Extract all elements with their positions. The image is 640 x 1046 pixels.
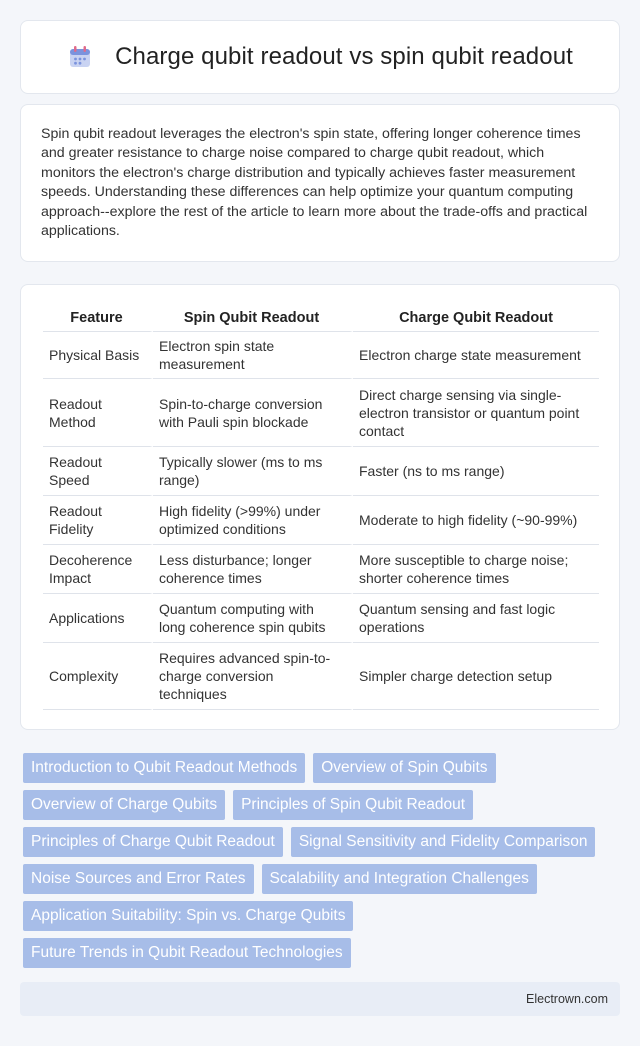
table-row [43, 332, 599, 379]
table-cell: Quantum computing with long coherence spin qubits [153, 594, 353, 643]
table-cell: Typically slower (ms to ms range) [153, 447, 353, 496]
header-feature: Feature [43, 305, 153, 332]
footer-brand[interactable]: Electrown.com [526, 992, 608, 1006]
table-cell: Electron charge state measurement [353, 332, 599, 379]
header-charge: Charge Qubit Readout [353, 305, 599, 332]
tag-row [23, 901, 623, 931]
tag-row [23, 790, 623, 820]
tag-link[interactable]: Overview of Charge Qubits [23, 790, 225, 820]
tag-row [23, 827, 623, 857]
comparison-table-card [20, 284, 620, 730]
footer [20, 982, 620, 1016]
intro-paragraph: Spin qubit readout leverages the electron's spin state, offering longer coherence times and greater resistance to charge noise compared to charge qubit readout, which monitors the electron's charge distribution and typically achieves faster measurement speeds. Understanding these differences can help optimize your quantum computing approach--explore the rest of the article to learn more about the trade-offs and practical applications. [41, 126, 588, 240]
tag-link[interactable]: Application Suitability: Spin vs. Charge Qubits [23, 901, 353, 931]
tag-row [23, 864, 623, 894]
table-cell: Less disturbance; longer coherence times [153, 545, 353, 594]
table-cell: Electron spin state measurement [153, 332, 353, 379]
comparison-table [43, 305, 599, 710]
table-cell: Readout Method [43, 379, 153, 447]
tag-link[interactable]: Scalability and Integration Challenges [262, 864, 537, 894]
table-row [43, 643, 599, 710]
tag-row [23, 753, 623, 783]
page-title: Charge qubit readout vs spin qubit readout [115, 43, 573, 70]
table-cell: Physical Basis [43, 332, 153, 379]
table-row [43, 496, 599, 545]
table-header-row [43, 305, 599, 332]
calendar-icon [67, 44, 93, 70]
table-row [43, 594, 599, 643]
table-cell: Simpler charge detection setup [353, 643, 599, 710]
table-cell: Direct charge sensing via single-electron transistor or quantum point contact [353, 379, 599, 447]
table-cell: Decoherence Impact [43, 545, 153, 594]
table-cell: Requires advanced spin-to-charge conversion techniques [153, 643, 353, 710]
tag-link[interactable]: Principles of Spin Qubit Readout [233, 790, 473, 820]
table-cell: Applications [43, 594, 153, 643]
table-cell: High fidelity (>99%) under optimized conditions [153, 496, 353, 545]
table-cell: Moderate to high fidelity (~90-99%) [353, 496, 599, 545]
header-spin: Spin Qubit Readout [153, 305, 353, 332]
table-cell: Readout Fidelity [43, 496, 153, 545]
tag-link[interactable]: Introduction to Qubit Readout Methods [23, 753, 305, 783]
table-cell: Faster (ns to ms range) [353, 447, 599, 496]
table-row [43, 545, 599, 594]
tag-link[interactable]: Principles of Charge Qubit Readout [23, 827, 283, 857]
table-cell: Quantum sensing and fast logic operations [353, 594, 599, 643]
related-topics [23, 753, 623, 975]
tag-link[interactable]: Signal Sensitivity and Fidelity Comparison [291, 827, 596, 857]
table-cell: Spin-to-charge conversion with Pauli spin blockade [153, 379, 353, 447]
tag-link[interactable]: Future Trends in Qubit Readout Technologies [23, 938, 351, 968]
table-row [43, 379, 599, 447]
intro-card [20, 104, 620, 262]
table-row [43, 447, 599, 496]
title-card [20, 20, 620, 94]
tag-link[interactable]: Overview of Spin Qubits [313, 753, 495, 783]
table-cell: Readout Speed [43, 447, 153, 496]
table-cell: Complexity [43, 643, 153, 710]
tag-link[interactable]: Noise Sources and Error Rates [23, 864, 254, 894]
table-cell: More susceptible to charge noise; shorter coherence times [353, 545, 599, 594]
tag-row [23, 938, 623, 968]
